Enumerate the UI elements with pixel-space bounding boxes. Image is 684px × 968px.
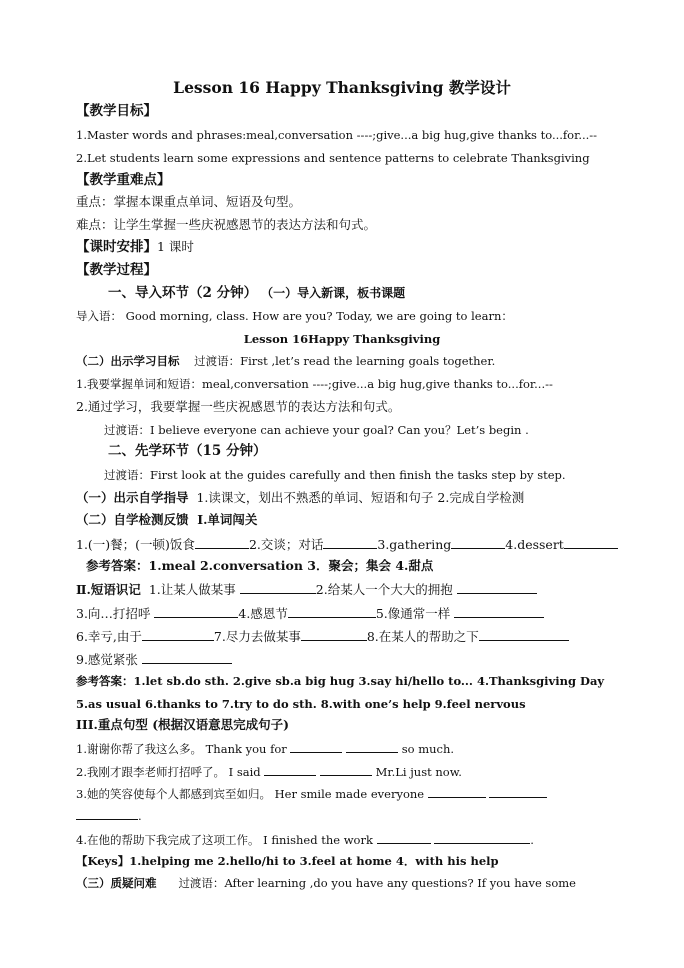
answer-blank[interactable] xyxy=(264,762,316,776)
qa-line xyxy=(76,874,576,892)
goals-label: （二）出示学习目标 xyxy=(76,354,180,368)
sentence-1 xyxy=(76,739,454,758)
phrase-row-1 xyxy=(76,580,537,599)
goal-1: 1.我要掌握单词和短语：meal,conversation ----;give...a big hug,give thanks to...for...-- xyxy=(76,377,553,391)
answer-blank[interactable] xyxy=(320,762,372,776)
key-focus: 重点：掌握本课重点单词、短语及句型。 xyxy=(76,194,302,209)
goals-transition-label: 过渡语： xyxy=(194,354,241,368)
answer-blank[interactable] xyxy=(142,650,232,664)
answer-blank[interactable] xyxy=(301,627,367,641)
self-study-tasks: 1.读课文，划出不熟悉的单词、短语和句子 2.完成自学检测 xyxy=(196,490,525,505)
s4-en-a: I finished the work xyxy=(263,833,373,847)
s1-cn: 1.谢谢你帮了我这么多。 xyxy=(76,742,202,756)
answer-blank[interactable] xyxy=(457,580,537,594)
phrase-q2: 2.给某人一个大大的拥抱 xyxy=(315,582,453,597)
vocab-questions xyxy=(76,535,618,554)
phrase-row-3 xyxy=(76,627,569,646)
s1-en-b: so much. xyxy=(401,742,455,756)
believe-label: 过渡语： xyxy=(104,423,150,437)
keys-label: 【Keys】 xyxy=(76,854,130,868)
answer-blank[interactable] xyxy=(154,604,238,618)
answer-blank[interactable] xyxy=(195,535,249,549)
key-difficulty: 难点：让学生掌握一些庆祝感恩节的表达方法和句式。 xyxy=(76,217,377,232)
sentence-3 xyxy=(76,784,547,803)
intro-line xyxy=(76,307,513,325)
answer-blank[interactable] xyxy=(451,535,505,549)
qa-transition-label: 过渡语： xyxy=(178,876,225,890)
answer-blank[interactable] xyxy=(323,535,377,549)
feedback-line xyxy=(76,511,257,529)
period-line xyxy=(76,238,194,256)
phrase-q4: 4.感恩节 xyxy=(238,606,288,621)
answer-blank[interactable] xyxy=(489,784,547,798)
guide-label: 过渡语： xyxy=(104,468,150,482)
objective-item-1: 1.Master words and phrases:meal,conversation ----;give...a big hug,give thanks to...for...-- xyxy=(76,128,598,142)
sentence-4: 4.在他的帮助下我完成了这项工作。 I finished the work . xyxy=(76,830,534,849)
s2-cn: 2.我刚才跟李老师打招呼了。 xyxy=(76,765,225,779)
answer-blank[interactable] xyxy=(290,739,342,753)
process-heading: 【教学过程】 xyxy=(76,262,157,278)
vocab-q1: 1.(一)餐；(一顿)饭食 xyxy=(76,537,195,552)
intro-text: Good morning, class. How are you? Today, we are going to learn： xyxy=(125,309,513,323)
answer-blank[interactable] xyxy=(377,830,431,844)
s2-en-b: Mr.Li just now. xyxy=(375,765,462,779)
objective-item-2: 2.Let students learn some expressions and sentence patterns to celebrate Thanksgiving xyxy=(76,151,590,165)
vocab-answer-line xyxy=(86,557,433,575)
phrase-answers-1: 1.let sb.do sth. 2.give sb.a big hug 3.say hi/hello to... 4.Thanksgiving Day xyxy=(133,674,605,688)
s1-en-a: Thank you for xyxy=(205,742,287,756)
phrase-q9: 9.感觉紧张 xyxy=(76,652,138,667)
s3-cn: 3.她的笑容使每个人都感到宾至如归。 xyxy=(76,787,271,801)
s2-en-a: I said xyxy=(228,765,261,779)
answer-blank[interactable] xyxy=(142,627,214,641)
intro-label: 导入语： xyxy=(76,309,122,323)
goals-transition: First ,let’s read the learning goals together. xyxy=(240,354,496,368)
sentence-2 xyxy=(76,762,462,781)
s3-en-a: Her smile made everyone xyxy=(274,787,425,801)
self-study-line xyxy=(76,489,524,507)
answer-blank[interactable] xyxy=(346,739,398,753)
key-points-heading: 【教学重难点】 xyxy=(76,172,171,188)
guide-text: First look at the guides carefully and then finish the tasks step by step. xyxy=(150,468,566,482)
phrase-q8: 8.在某人的帮助之下 xyxy=(366,629,479,644)
answer-blank[interactable] xyxy=(434,830,530,844)
s4-cn: 4.在他的帮助下我完成了这项工作。 xyxy=(76,833,260,847)
goal-2: 2.通过学习，我要掌握一些庆祝感恩节的表达方法和句式。 xyxy=(76,399,401,414)
objectives-heading: 【教学目标】 xyxy=(76,103,157,119)
self-study-label: （一）出示自学指导 xyxy=(76,490,189,505)
guide-line xyxy=(104,466,566,484)
answer-blank[interactable] xyxy=(428,784,486,798)
period-value: 1 课时 xyxy=(157,239,194,254)
phrase-answer-label: 参考答案： xyxy=(76,674,134,688)
answer-blank[interactable] xyxy=(76,806,138,820)
keys-text: 1.helping me 2.hello/hi to 3.feel at home 4．with his help xyxy=(129,854,499,868)
part2-title: 二、先学环节（15 分钟） xyxy=(108,443,267,459)
keys-line xyxy=(76,852,499,870)
answer-blank[interactable] xyxy=(240,580,316,594)
page-title: Lesson 16 Happy Thanksgiving 教学设计 xyxy=(173,78,511,97)
goals-line xyxy=(76,352,495,370)
answer-blank[interactable] xyxy=(288,604,376,618)
phrase-row-4 xyxy=(76,650,232,669)
part1-subtitle: （一）导入新课，板书课题 xyxy=(261,286,406,300)
believe-line xyxy=(104,421,529,439)
phrase-q7: 7.尽力去做某事 xyxy=(213,629,301,644)
sentence-title: III.重点句型 (根据汉语意思完成句子) xyxy=(76,717,290,732)
phrase-row-2 xyxy=(76,604,544,623)
sentence-3-cont: . xyxy=(76,806,142,825)
answer-blank[interactable] xyxy=(564,535,618,549)
phrase-answers-2: 5.as usual 6.thanks to 7.try to do sth. 8.with one’s help 9.feel nervous xyxy=(76,697,526,711)
answer-blank[interactable] xyxy=(479,627,569,641)
phrase-title: Ⅱ.短语识记 xyxy=(76,582,141,597)
vocab-q4: 4.dessert xyxy=(505,537,564,552)
phrase-q1: 1.让某人做某事 xyxy=(148,582,236,597)
phrase-q6: 6.幸亏,由于 xyxy=(76,629,142,644)
lesson-line: Lesson 16Happy Thanksgiving xyxy=(243,332,441,346)
vocab-answers: 1.meal 2.conversation 3．聚会；集会 4.甜点 xyxy=(148,558,434,573)
answer-blank[interactable] xyxy=(454,604,544,618)
qa-text: After learning ,do you have any questions? If you have some xyxy=(224,876,576,890)
feedback-label: （二）自学检测反馈 xyxy=(76,512,189,527)
part1-heading-line xyxy=(108,284,405,302)
phrase-q3: 3.向…打招呼 xyxy=(76,606,151,621)
vocab-q3: 3.gathering xyxy=(377,537,452,552)
vocab-answer-label: 参考答案： xyxy=(86,558,149,573)
phrase-answer-line-1 xyxy=(76,672,604,690)
period-heading: 【课时安排】 xyxy=(76,239,157,255)
vocab-q2: 2.交谈；对话 xyxy=(248,537,324,552)
part1-title: 一、导入环节（2 分钟） xyxy=(108,285,258,301)
vocab-title: Ⅰ.单词闯关 xyxy=(197,512,258,527)
phrase-q5: 5.像通常一样 xyxy=(375,606,451,621)
qa-label: （三）质疑问难 xyxy=(76,876,157,890)
believe-text: I believe everyone can achieve your goal? Can you？Let’s begin . xyxy=(150,423,529,437)
